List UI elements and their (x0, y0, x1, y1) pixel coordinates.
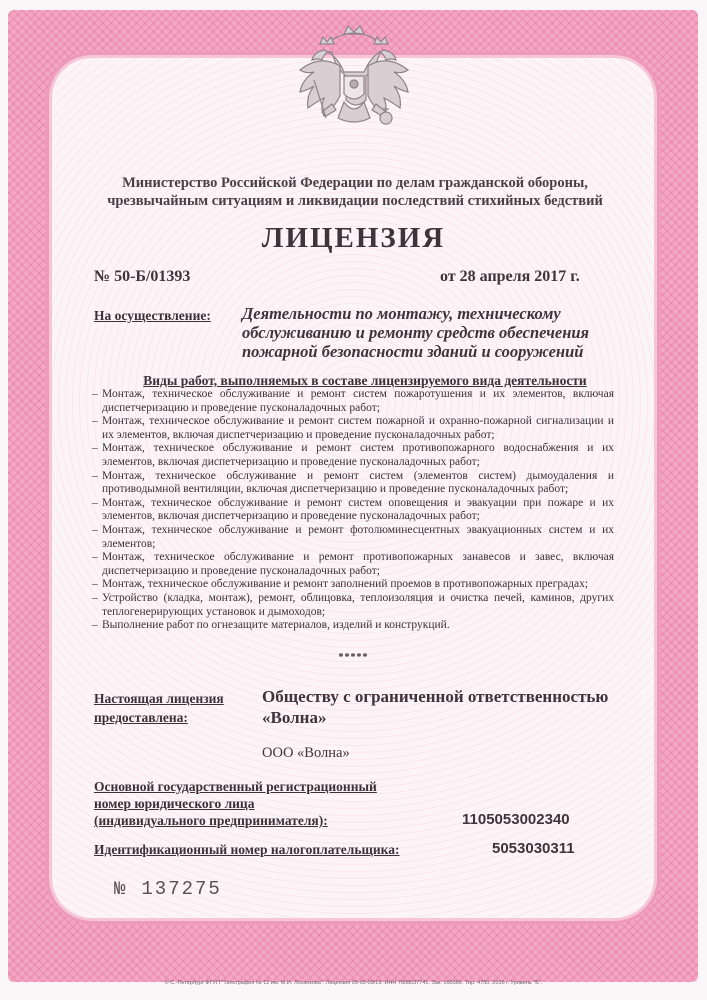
granted-label-line-2: предоставлена: (94, 710, 188, 725)
granted-label-line-1: Настоящая лицензия (94, 691, 224, 706)
granted-label (94, 689, 224, 727)
ogrn-label-line-1: Основной государственный регистрационный (94, 779, 377, 794)
licensee-short-name: ООО «Волна» (262, 745, 350, 761)
ministry-line-2: чрезвычайным ситуациям и ликвидации последствий стихийных бедствий (107, 193, 603, 209)
activity-description: Деятельности по монтажу, техническому обслуживанию и ремонту средств обеспечения пожарной безопасности зданий и сооружений (242, 304, 590, 361)
serial-number: 137275 (141, 878, 222, 900)
works-list (92, 388, 614, 633)
ministry-line-1: Министерство Российской Федерации по делам гражданской обороны, (122, 175, 588, 191)
list-item: – Монтаж, техническое обслуживание и ремонт систем противопожарного водоснабжения и их элементов, включая диспетчеризацию и проведение пусконаладочных работ; (92, 442, 614, 469)
list-item: – Монтаж, техническое обслуживание и ремонт систем пожарной и охранно-пожарной сигнализации и их элементов, включая диспетчеризацию и проведение пусконаладочных работ; (92, 415, 614, 442)
issuing-authority (100, 174, 610, 210)
printer-imprint: © С.-Петербург ФГУП "Типография № 12 им. М.И. Лоханкова". Лицензия 05-05-09/19. ИНН 7808037741. Зак. 160366. Тир. 4750. 2016 г. Уровень "Б". (164, 980, 543, 986)
list-item: – Монтаж, техническое обслуживание и ремонт систем оповещения и эвакуации при пожаре и их элементов, включая диспетчеризацию и проведение пусконаладочных работ; (92, 497, 614, 524)
section-separator: ***** (338, 652, 369, 663)
ogrn-label-line-2: номер юридического лица (94, 796, 255, 811)
double-headed-eagle-emblem-icon (292, 20, 416, 156)
license-number: № 50-Б/01393 (94, 268, 191, 285)
works-heading: Виды работ, выполняемых в составе лицензируемого вида деятельности (143, 373, 587, 388)
list-item: – Монтаж, техническое обслуживание и ремонт систем пожаротушения и их элементов, включая диспетчеризацию и проведение пусконаладочных работ; (92, 388, 614, 415)
activity-label: На осуществление: (94, 308, 211, 323)
list-item: – Выполнение работ по огнезащите материалов, изделий и конструкций. (92, 619, 614, 633)
inn-label: Идентификационный номер налогоплательщика: (94, 842, 400, 857)
number-sign: № (114, 878, 126, 900)
licensee-name-line-1: Обществу с ограниченной ответственностью (262, 687, 609, 706)
inn-value: 5053030311 (492, 840, 575, 857)
list-item: – Монтаж, техническое обслуживание и ремонт фотолюминесцентных эвакуационных систем и их элементов; (92, 524, 614, 551)
document-title: ЛИЦЕНЗИЯ (261, 222, 446, 254)
licensee-name-line-2: «Волна» (262, 708, 327, 727)
list-item: – Устройство (кладка, монтаж), ремонт, облицовка, теплоизоляция и очистка печей, каминов, других теплогенерирующих установок и дымоходов; (92, 592, 614, 619)
license-date: от 28 апреля 2017 г. (440, 268, 580, 285)
blank-serial-number (114, 878, 222, 900)
ogrn-value: 1105053002340 (462, 811, 570, 828)
ogrn-label-line-3: (индивидуального предпринимателя): (94, 813, 328, 828)
list-item: – Монтаж, техническое обслуживание и ремонт заполнений проемов в противопожарных преградах; (92, 578, 614, 592)
licensee-full-name (262, 686, 622, 728)
ogrn-label (94, 778, 377, 829)
list-item: – Монтаж, техническое обслуживание и ремонт противопожарных занавесов и завес, включая диспетчеризацию и проведение пусконаладочных работ; (92, 551, 614, 578)
list-item: – Монтаж, техническое обслуживание и ремонт систем (элементов систем) дымоудаления и противодымной вентиляции, включая диспетчеризацию и проведение пусконаладочных работ; (92, 470, 614, 497)
